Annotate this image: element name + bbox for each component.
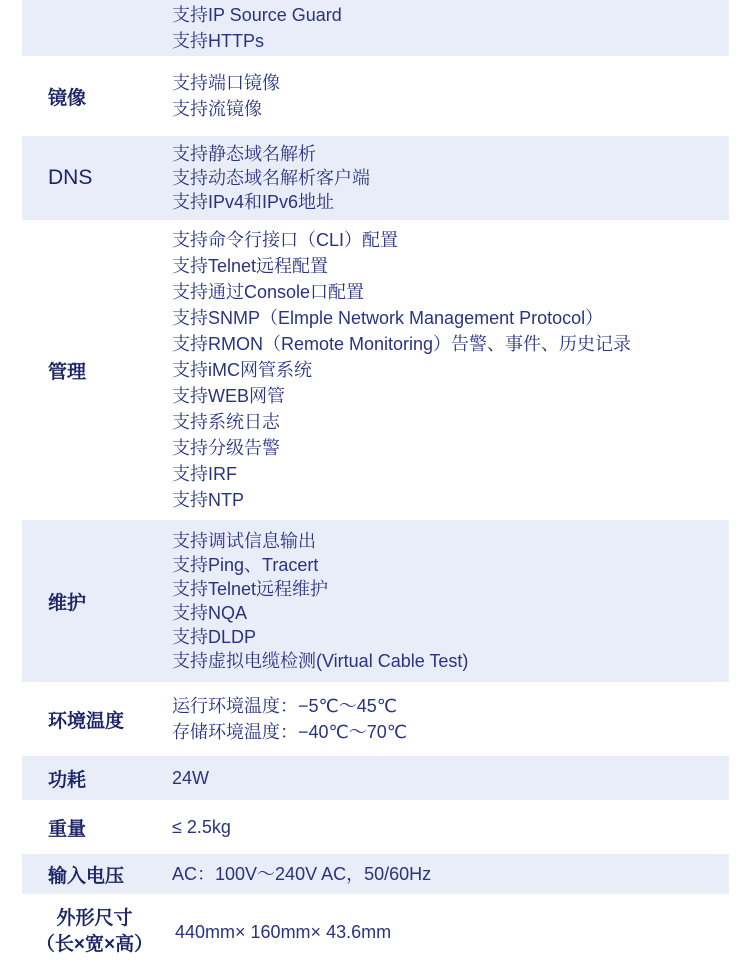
value-line: 支持通过Console口配置	[172, 282, 365, 302]
row-label: 输入电压	[48, 865, 125, 887]
spec-row-input-voltage	[22, 854, 729, 894]
value-line: 支持调试信息输出	[172, 531, 316, 551]
value-line: 支持系统日志	[172, 412, 280, 432]
value-line: 支持Telnet远程维护	[172, 579, 329, 599]
row-label: 维护	[48, 592, 87, 614]
row-values	[167, 919, 391, 945]
value-line: 440mm× 160mm× 43.6mm	[175, 922, 392, 942]
value-line: 支持Ping、Tracert	[172, 555, 319, 575]
row-values	[172, 70, 280, 122]
row-label: 重量	[48, 818, 87, 840]
value-line: 支持Telnet远程配置	[172, 256, 329, 276]
row-label: 功耗	[48, 769, 87, 791]
value-line: 支持虚拟电缆检测(Virtual Cable Test)	[172, 651, 469, 671]
row-values	[172, 227, 631, 513]
value-line: 支持SNMP（Elmple Network Management Protocol）	[172, 308, 604, 328]
value-line: 支持IRF	[172, 464, 237, 484]
value-line: 支持命令行接口（CLI）配置	[172, 230, 399, 250]
value-line: 支持NTP	[172, 490, 244, 510]
value-line: 24W	[172, 768, 210, 788]
row-values	[172, 142, 370, 214]
value-line: 支持端口镜像	[172, 73, 280, 93]
row-values	[172, 814, 231, 840]
value-line: AC：100V～240V AC，50/60Hz	[172, 864, 432, 884]
row-values	[172, 765, 209, 791]
value-line: 支持分级告警	[172, 438, 280, 458]
spec-row-mirroring	[22, 58, 729, 134]
row-label: 镜像	[48, 87, 87, 109]
value-line: 支持动态域名解析客户端	[172, 168, 370, 188]
row-values	[172, 861, 431, 887]
row-values	[172, 693, 407, 745]
spec-row-dimensions	[22, 896, 729, 968]
value-line: 支持DLDP	[172, 627, 257, 647]
spec-row-dns	[22, 136, 729, 220]
value-line: 运行环境温度：−5℃～45℃	[172, 696, 397, 716]
spec-row-security-continued	[22, 0, 729, 56]
value-line: 存储环境温度：−40℃～70℃	[172, 722, 407, 742]
value-line: 支持IPv4和IPv6地址	[172, 192, 335, 212]
value-line: 支持IP Source Guard	[172, 5, 342, 25]
value-line: 支持HTTPs	[172, 31, 264, 51]
value-line: 支持流镜像	[172, 99, 262, 119]
spec-row-maintenance	[22, 520, 729, 682]
spec-row-weight	[22, 802, 729, 852]
spec-row-temperature	[22, 684, 729, 754]
row-label	[22, 906, 167, 958]
spec-row-power	[22, 756, 729, 800]
row-values	[172, 2, 342, 54]
value-line: 支持RMON（Remote Monitoring）告警、事件、历史记录	[172, 334, 632, 354]
row-label-line: 外形尺寸	[56, 908, 133, 929]
row-label-line: （长×宽×高）	[35, 934, 154, 955]
value-line: 支持NQA	[172, 603, 248, 623]
value-line: 支持静态域名解析	[172, 144, 316, 164]
row-label: DNS	[48, 166, 93, 189]
row-label: 管理	[48, 361, 87, 383]
row-values	[172, 529, 468, 673]
row-label: 环境温度	[48, 710, 125, 732]
value-line: ≤ 2.5kg	[172, 817, 231, 837]
value-line: 支持WEB网管	[172, 386, 286, 406]
spec-row-management	[22, 222, 729, 518]
value-line: 支持iMC网管系统	[172, 360, 312, 380]
